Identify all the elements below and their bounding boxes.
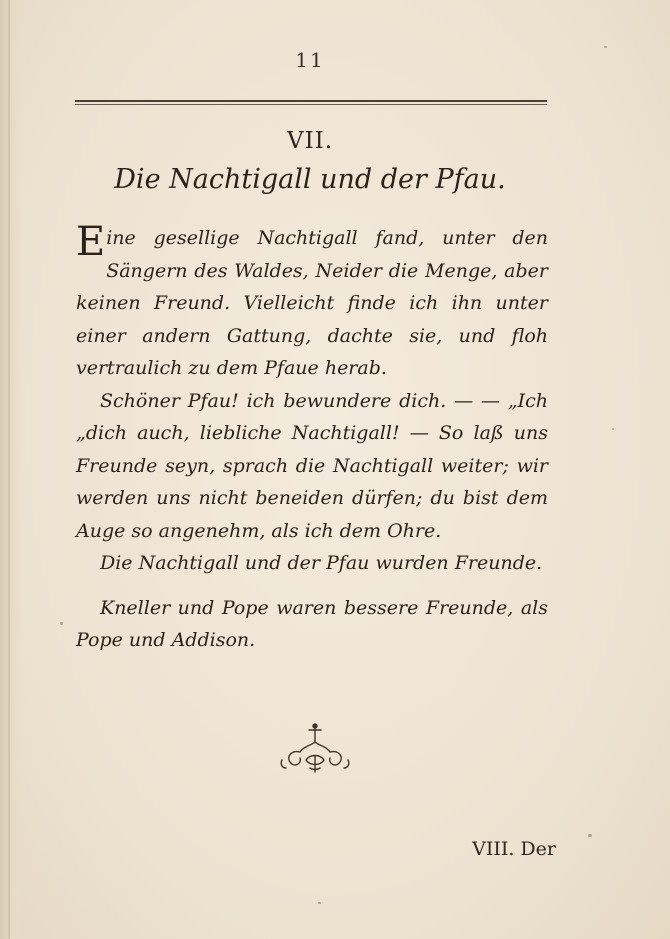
catchword: VIII. Der (472, 838, 556, 860)
paper-speck (318, 902, 321, 904)
page-gutter-shadow (0, 0, 22, 939)
fable-title: Die Nachtigall und der Pfau. (114, 164, 506, 195)
header-rule-thick (75, 100, 547, 102)
paragraph-1-text: ine gesellige Nachtigall fand, unter den Sängern des Waldes, Neider die Menge, aber keinen Freund. Vielleicht finde ich ihn unter einer andern Gattung, dachte sie, und floh vertraulich zu dem Pfaue herab. (76, 227, 548, 379)
fable-body (76, 219, 548, 657)
chapter-number: VII. (286, 128, 334, 154)
paragraph-1 (76, 219, 548, 385)
paragraph-4: Kneller und Pope waren bessere Freunde, als Pope und Addison. (76, 596, 548, 651)
paper-speck (612, 428, 614, 430)
paper-speck (60, 622, 63, 625)
paper-speck (588, 834, 592, 837)
page-gutter-line (8, 0, 10, 939)
paragraph-2: Schöner Pfau! ich bewundere dich. — — „Ich „dich auch, liebliche Nachtigall! — So laß uns Freunde seyn, sprach die Nachtigall weiter; wir werden uns nicht beneiden dürfen; du bist dem Auge so angenehm, als ich dem Ohre. (76, 389, 548, 542)
paragraph-3: Die Nachtigall und der Pfau wurden Freunde. (100, 552, 543, 574)
page-number: 11 (295, 48, 325, 72)
header-double-rule (75, 100, 547, 105)
paper-speck (604, 46, 607, 48)
header-rule-thin (75, 104, 547, 105)
paragraph-spacer (76, 580, 548, 592)
floral-vignette-icon (270, 720, 360, 780)
drop-cap: E (76, 219, 106, 265)
